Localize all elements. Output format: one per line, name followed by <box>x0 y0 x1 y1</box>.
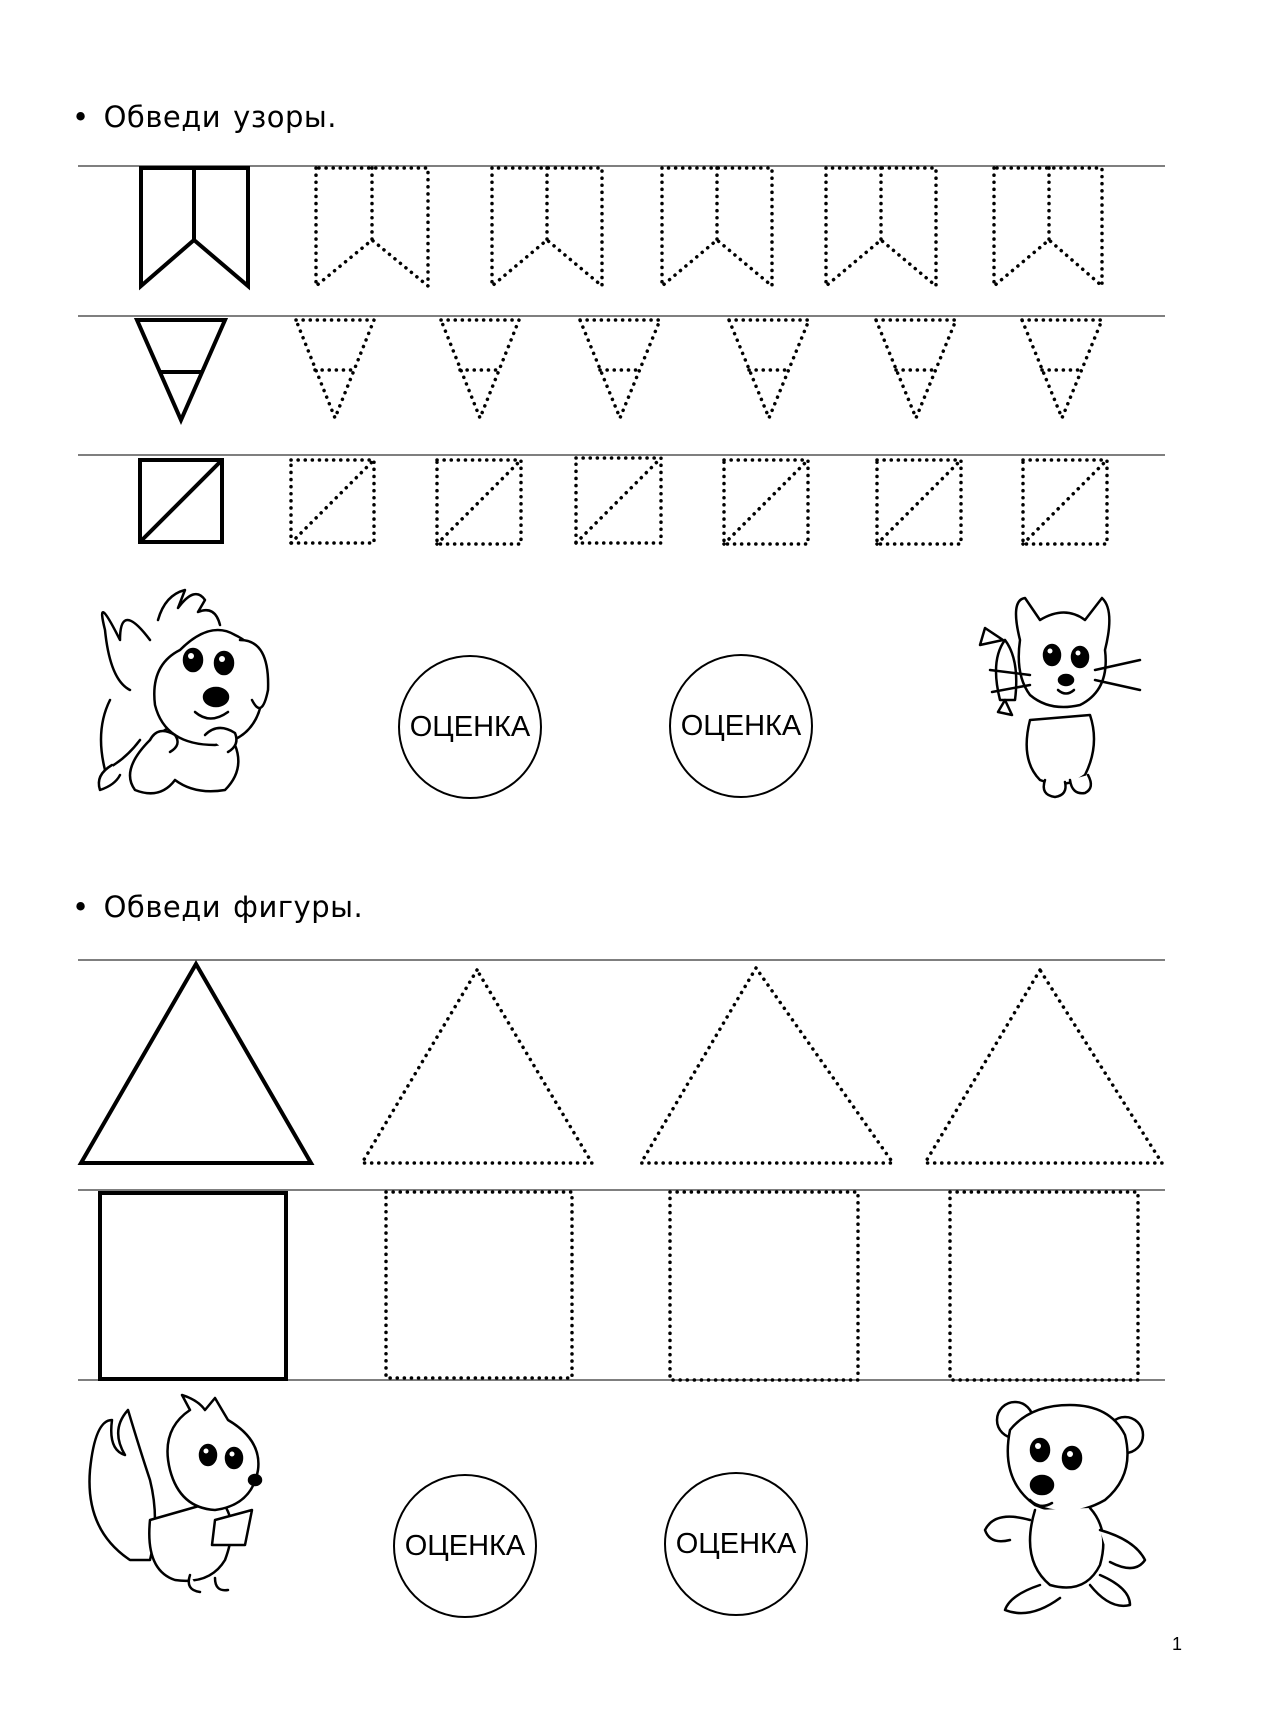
kitten-illustration <box>980 598 1140 797</box>
squirrel-illustration <box>90 1395 262 1592</box>
grade-circle[interactable]: ОЦЕНКА <box>398 655 542 799</box>
grade-circle[interactable]: ОЦЕНКА <box>664 1472 808 1616</box>
big-triangle-dotted <box>925 970 1162 1163</box>
square-diagonal-dotted <box>1023 460 1107 544</box>
flag-dotted <box>492 168 602 286</box>
flag-dotted <box>662 168 772 286</box>
triangle-dotted <box>1022 320 1102 418</box>
flag-dotted <box>994 168 1102 286</box>
triangle-dotted <box>876 320 956 418</box>
flag-sample <box>141 168 248 286</box>
big-square-dotted <box>670 1192 858 1380</box>
flag-dotted <box>316 168 428 286</box>
square-pattern-row <box>140 458 1107 544</box>
guide-lines <box>78 166 1165 1380</box>
puppy-illustration <box>99 590 268 793</box>
bear-illustration <box>985 1402 1145 1613</box>
triangle-pattern-row <box>137 320 1102 420</box>
square-diagonal-dotted <box>877 460 961 544</box>
square-diagonal-dotted <box>437 460 521 544</box>
triangle-sample <box>137 320 225 420</box>
square-diagonal-dotted <box>291 460 374 543</box>
bullet-icon: • <box>72 100 90 134</box>
instruction-verb: Обведи <box>103 890 222 924</box>
bullet-icon: • <box>72 890 90 924</box>
big-triangle-dotted <box>641 968 893 1163</box>
big-triangle-sample <box>81 964 311 1163</box>
flag-pattern-row <box>141 168 1102 286</box>
triangle-dotted <box>296 320 374 418</box>
triangle-dotted <box>580 320 660 418</box>
grade-circle[interactable]: ОЦЕНКА <box>669 654 813 798</box>
flag-dotted <box>826 168 936 286</box>
big-triangle-dotted <box>362 970 592 1163</box>
big-square-dotted <box>386 1192 572 1378</box>
big-triangle-row <box>81 964 1162 1163</box>
big-square-row <box>100 1192 1138 1380</box>
square-diagonal-dotted <box>724 460 808 544</box>
square-diagonal-sample <box>140 460 222 542</box>
page-number: 1 <box>1172 1634 1183 1654</box>
instruction-object: фигуры. <box>233 890 364 924</box>
instruction-object: узоры. <box>233 100 338 134</box>
grade-circle[interactable]: ОЦЕНКА <box>393 1474 537 1618</box>
square-diagonal-dotted <box>576 458 661 543</box>
instruction-verb: Обведи <box>103 100 222 134</box>
triangle-dotted <box>729 320 809 418</box>
triangle-dotted <box>441 320 519 418</box>
big-square-dotted <box>950 1192 1138 1380</box>
big-square-sample <box>100 1193 286 1379</box>
